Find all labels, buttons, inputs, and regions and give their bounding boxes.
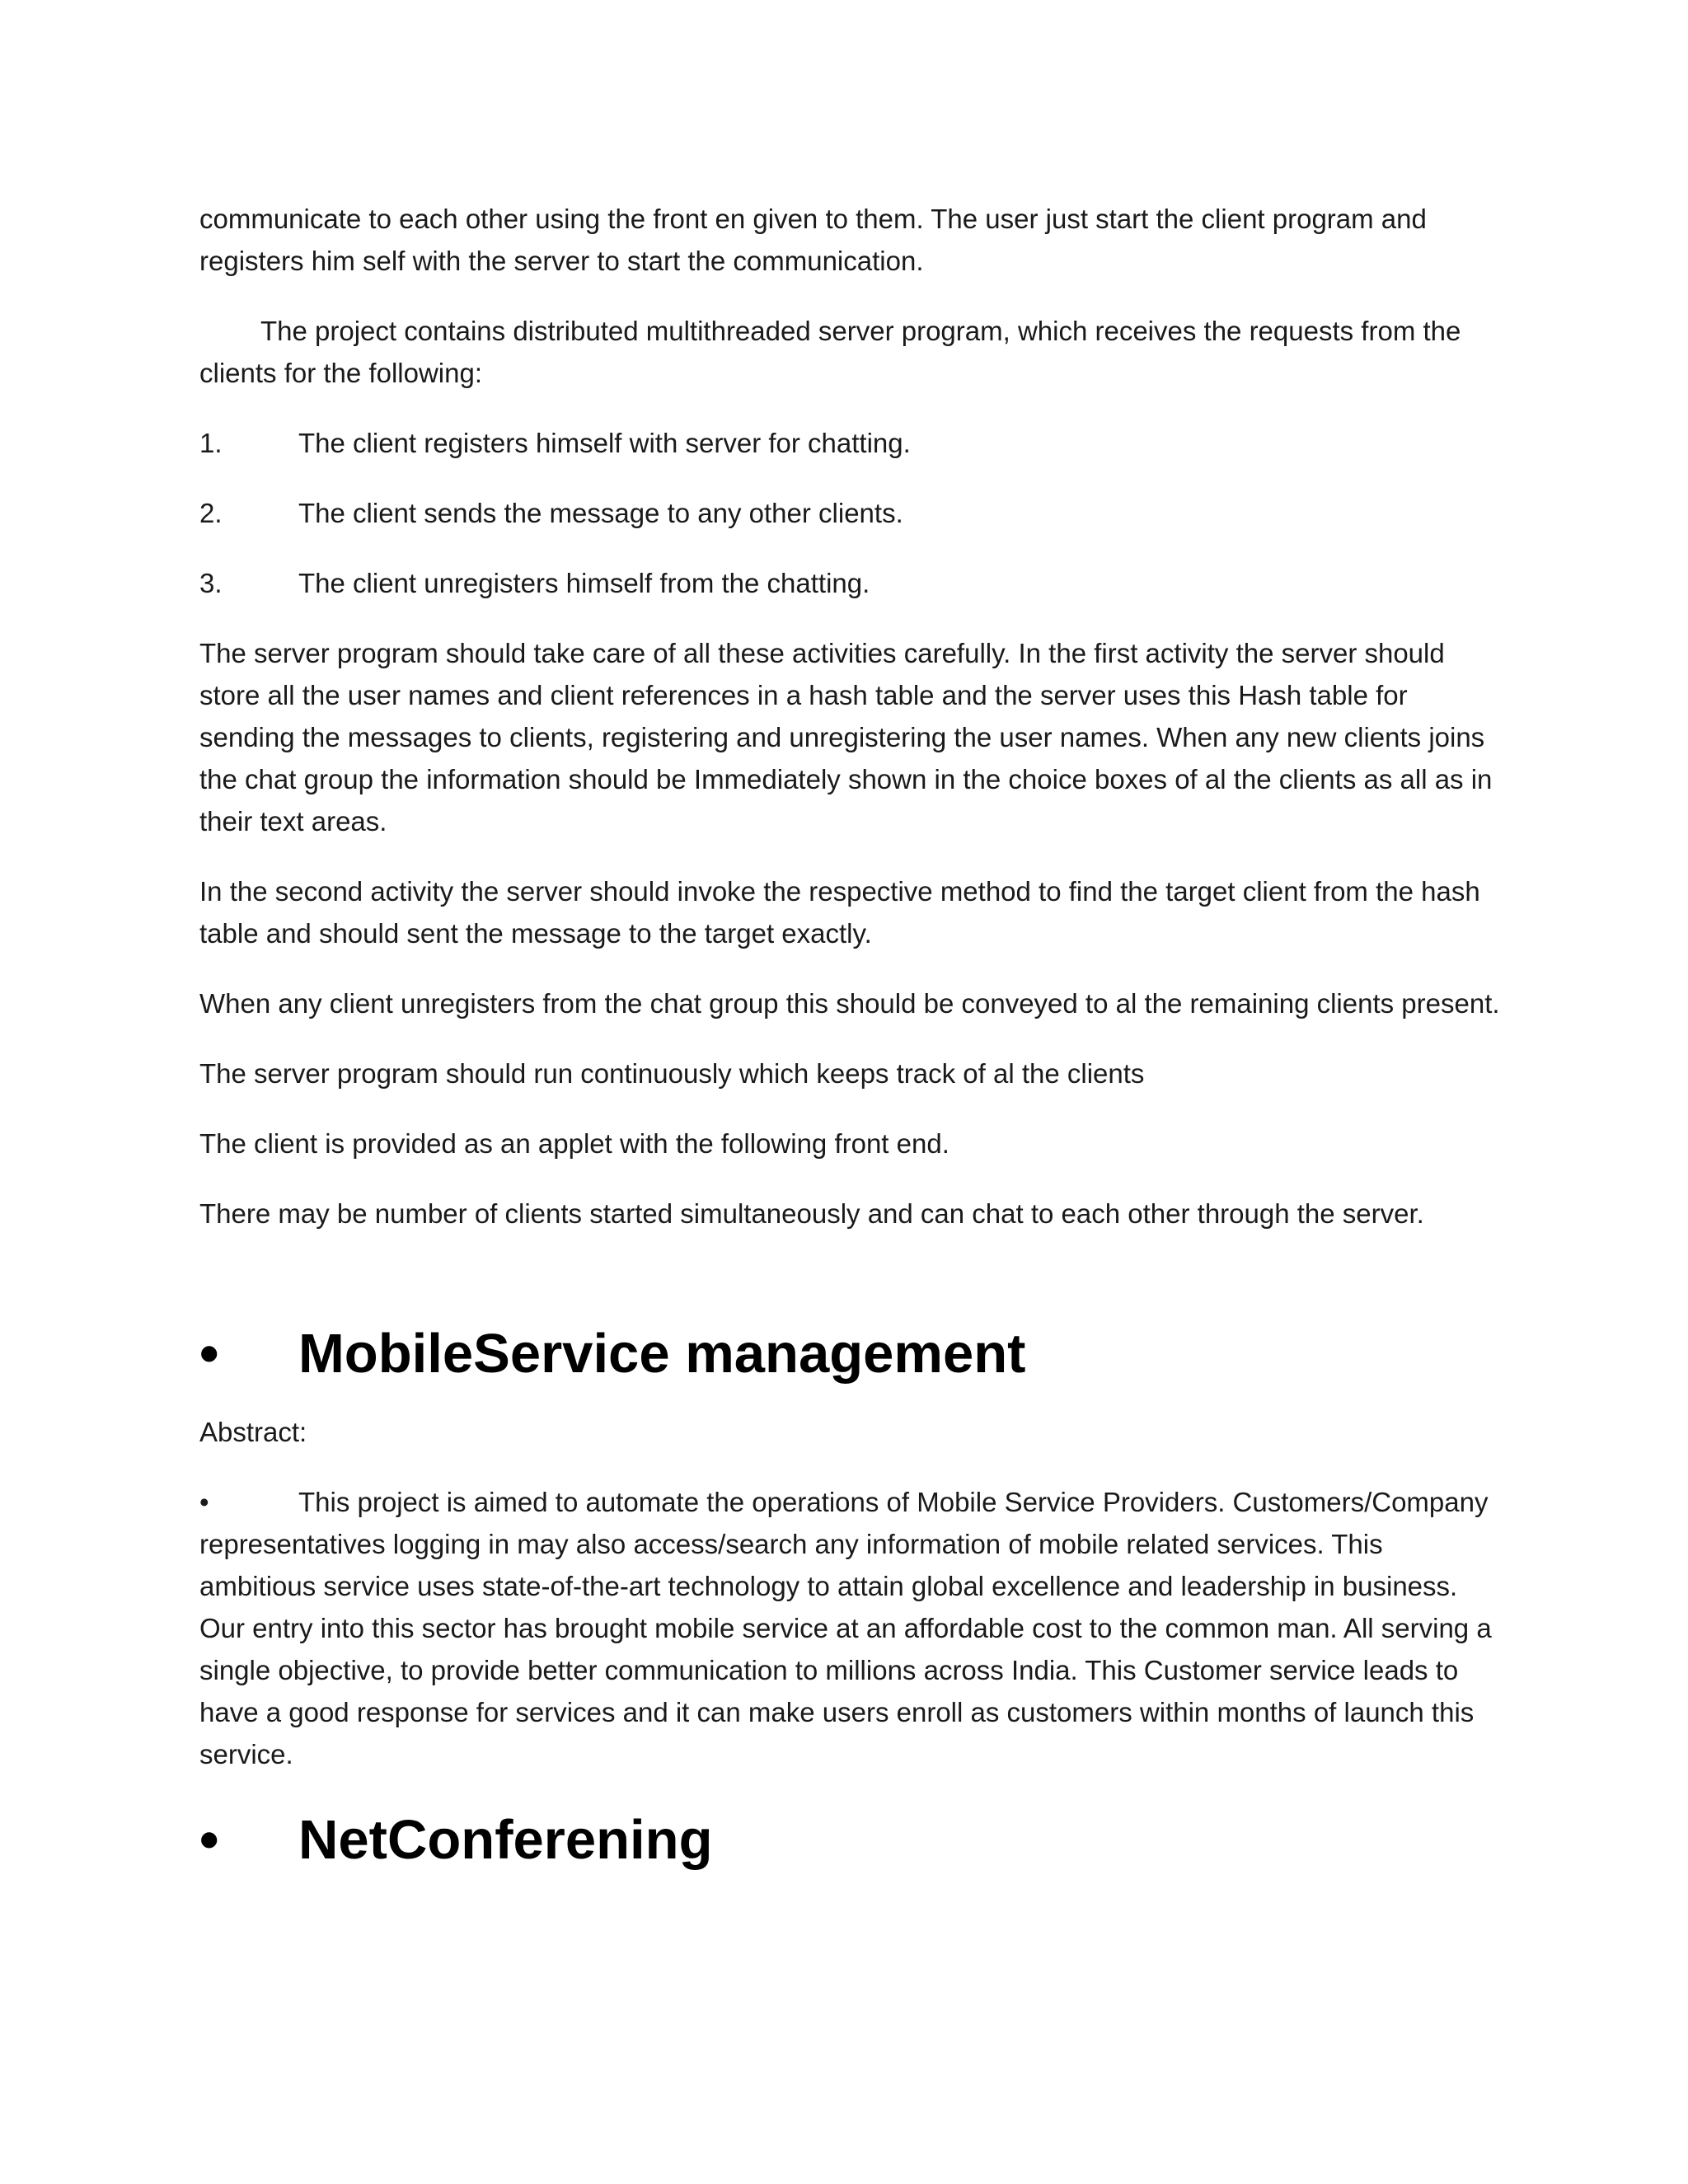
section-heading-net-conferencing [199,1803,1502,1877]
list-number: 1. [199,428,223,458]
paragraph-project-description: The project contains distributed multithreaded server program, which receives the requests from the clients for the following: [199,316,1461,388]
paragraph-unregister: When any client unregisters from the chat group this should be conveyed to al the remaining clients present. [199,988,1500,1019]
paragraph-second-activity: In the second activity the server should invoke the respective method to find the target client from the hash table and should sent the message to the target exactly. [199,876,1480,949]
bullet-icon: • [199,1323,219,1385]
bullet-icon: • [199,1487,209,1517]
paragraph-server-activities: The server program should take care of all these activities carefully. In the first activity the server should store all the user names and client references in a hash table and the server uses this Hash table for sending the messages to clients, registering and unregistering the user names. When any new clients joins the chat group the information should be Immediately shown in the choice boxes of al the clients as all as in their text areas. [199,638,1493,837]
list-text: The client sends the message to any other clients. [298,498,903,528]
section-title: MobileService management [298,1323,1026,1385]
paragraph-intro: communicate to each other using the front en given to them. The user just start the client program and registers him self with the server to start the communication. [199,204,1427,276]
paragraph-simultaneous-clients: There may be number of clients started simultaneously and can chat to each other through the server. [199,1198,1424,1229]
abstract-label: Abstract: [199,1417,307,1447]
abstract-bullet-paragraph [199,1481,1502,1775]
section-heading-mobile-service [199,1317,1502,1391]
abstract-text: This project is aimed to automate the operations of Mobile Service Providers. Customers/Company representatives logging in may also access/search any information of mobile related services. This ambitious service uses state-of-the-art technology to attain global excellence and leadership in business. Our entry into this sector has brought mobile service at an affordable cost to the common man. All serving a single objective, to provide better communication to millions across India. This Customer service leads to have a good response for services and it can make users enroll as customers within months of launch this service. [199,1487,1492,1769]
paragraph-applet: The client is provided as an applet with the following front end. [199,1128,950,1159]
list-text: The client unregisters himself from the chatting. [298,568,870,598]
list-number: 2. [199,498,223,528]
bullet-icon: • [199,1809,219,1871]
list-number: 3. [199,568,223,598]
document-page [199,198,1502,1877]
list-item [199,562,1502,604]
list-text: The client registers himself with server for chatting. [298,428,911,458]
paragraph-run-continuously: The server program should run continuously which keeps track of al the clients [199,1058,1145,1089]
list-item [199,492,1502,534]
list-item [199,422,1502,464]
section-title: NetConferening [298,1809,713,1871]
